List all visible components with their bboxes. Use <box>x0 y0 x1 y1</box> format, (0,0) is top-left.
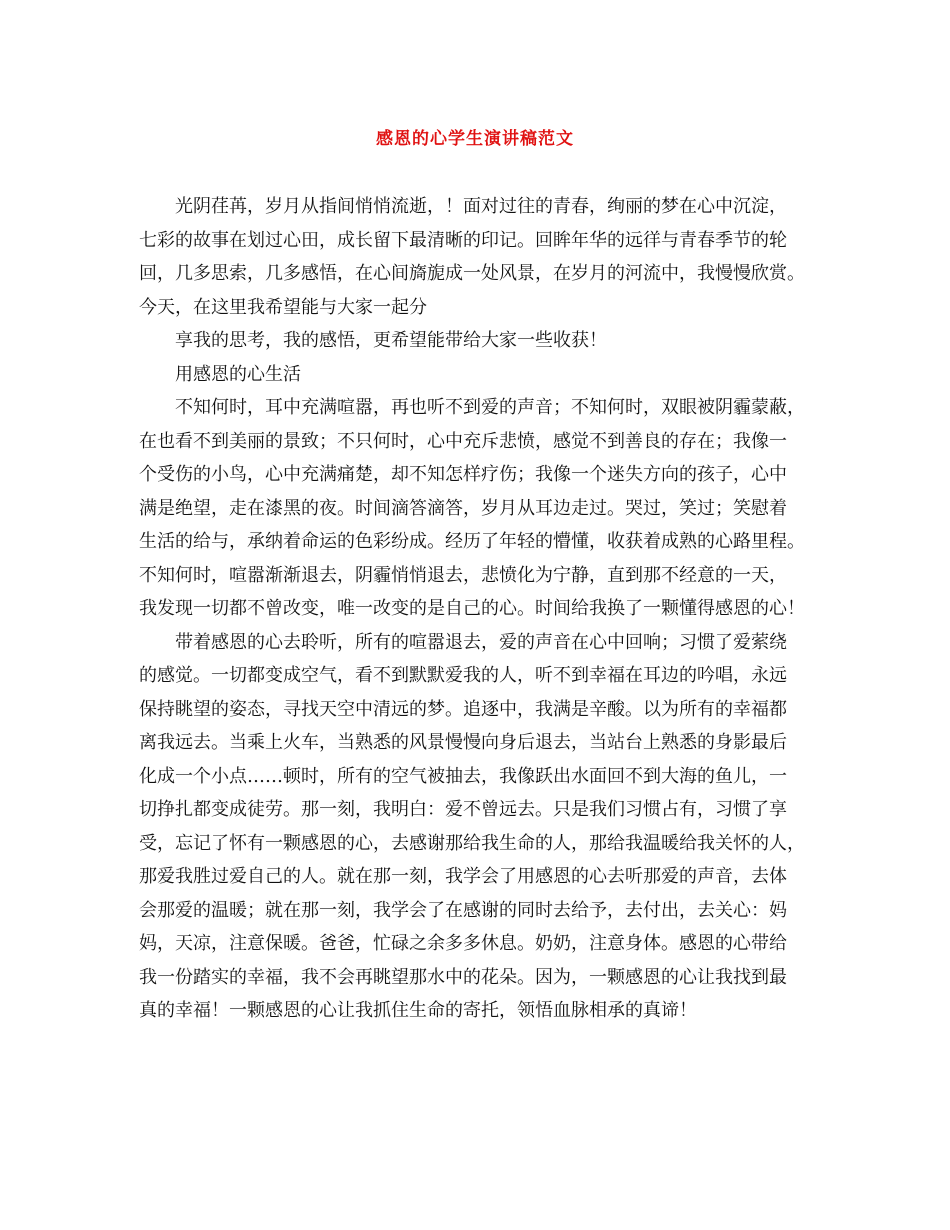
text-line: 不知何时，耳中充满喧嚣，再也听不到爱的声音；不知何时，双眼被阴霾蒙蔽， <box>175 397 805 418</box>
text-line: 真的幸福！一颗感恩的心让我抓住生命的寄托，领悟血脉相承的真谛！ <box>139 1000 697 1021</box>
text-line: 我发现一切都不曾改变，唯一改变的是自己的心。时间给我换了一颗懂得感恩的心！ <box>139 598 805 619</box>
text-line: 会那爱的温暖；就在那一刻，我学会了在感谢的同时去给予，去付出，去关心：妈 <box>139 899 787 921</box>
text-line: 享我的思考，我的感悟，更希望能带给大家一些收获！ <box>175 330 607 351</box>
text-line: 妈，天凉，注意保暖。爸爸，忙碌之余多多休息。奶奶，注意身体。感恩的心带给 <box>139 933 787 954</box>
text-line: 化成一个小点……顿时，所有的空气被抽去，我像跃出水面回不到大海的鱼儿，一 <box>139 765 787 787</box>
section-heading: 用感恩的心生活 <box>175 363 301 385</box>
text-line: 不知何时，喧嚣渐渐退去，阴霾悄悄退去，悲愤化为宁静，直到那不经意的一天， <box>139 564 787 586</box>
document-body <box>139 190 827 1028</box>
text-line: 受，忘记了怀有一颗感恩的心，去感谢那给我生命的人，那给我温暖给我关怀的人， <box>139 832 805 854</box>
text-line: 光阴荏苒，岁月从指间悄悄流逝，！面对过往的青春，绚丽的梦在心中沉淀， <box>175 196 787 217</box>
text-line: 那爱我胜过爱自己的人。就在那一刻，我学会了用感恩的心去听那爱的声音，去体 <box>139 866 787 887</box>
text-line: 个受伤的小鸟，心中充满痛楚，却不知怎样疗伤；我像一个迷失方向的孩子，心中 <box>139 464 787 485</box>
text-line: 的感觉。一切都变成空气，看不到默默爱我的人，听不到幸福在耳边的吟唱，永远 <box>139 665 787 686</box>
text-line: 七彩的故事在划过心田，成长留下最清晰的印记。回眸年华的远徉与青春季节的轮 <box>139 229 787 251</box>
text-line: 在也看不到美丽的景致；不只何时，心中充斥悲愤，感觉不到善良的存在；我像一 <box>139 430 787 452</box>
text-line: 离我远去。当乘上火车，当熟悉的风景慢慢向身后退去，当站台上熟悉的身影最后 <box>139 732 787 753</box>
text-line: 带着感恩的心去聆听，所有的喧嚣退去，爱的声音在心中回响；习惯了爱萦绕 <box>175 631 787 653</box>
text-line: 切挣扎都变成徒劳。那一刻，我明白：爱不曾远去。只是我们习惯占有，习惯了享 <box>139 799 787 820</box>
text-line: 我一份踏实的幸福，我不会再眺望那水中的花朵。因为，一颗感恩的心让我找到最 <box>139 966 787 988</box>
text-line: 保持眺望的姿态，寻找天空中清远的梦。追逐中，我满是辛酸。以为所有的幸福都 <box>139 698 787 720</box>
text-line: 回，几多思索，几多感悟，在心间旖旎成一处风景，在岁月的河流中，我慢慢欣赏。 <box>139 263 805 284</box>
text-line: 满是绝望，走在漆黑的夜。时间滴答滴答，岁月从耳边走过。哭过，笑过；笑慰着 <box>139 497 787 519</box>
text-line: 生活的给与，承纳着命运的色彩纷成。经历了年轻的懵懂，收获着成熟的心路里程。 <box>139 531 805 552</box>
text-line: 今天，在这里我希望能与大家一起分 <box>139 296 427 318</box>
document-title: 感恩的心学生演讲稿范文 <box>376 129 574 149</box>
